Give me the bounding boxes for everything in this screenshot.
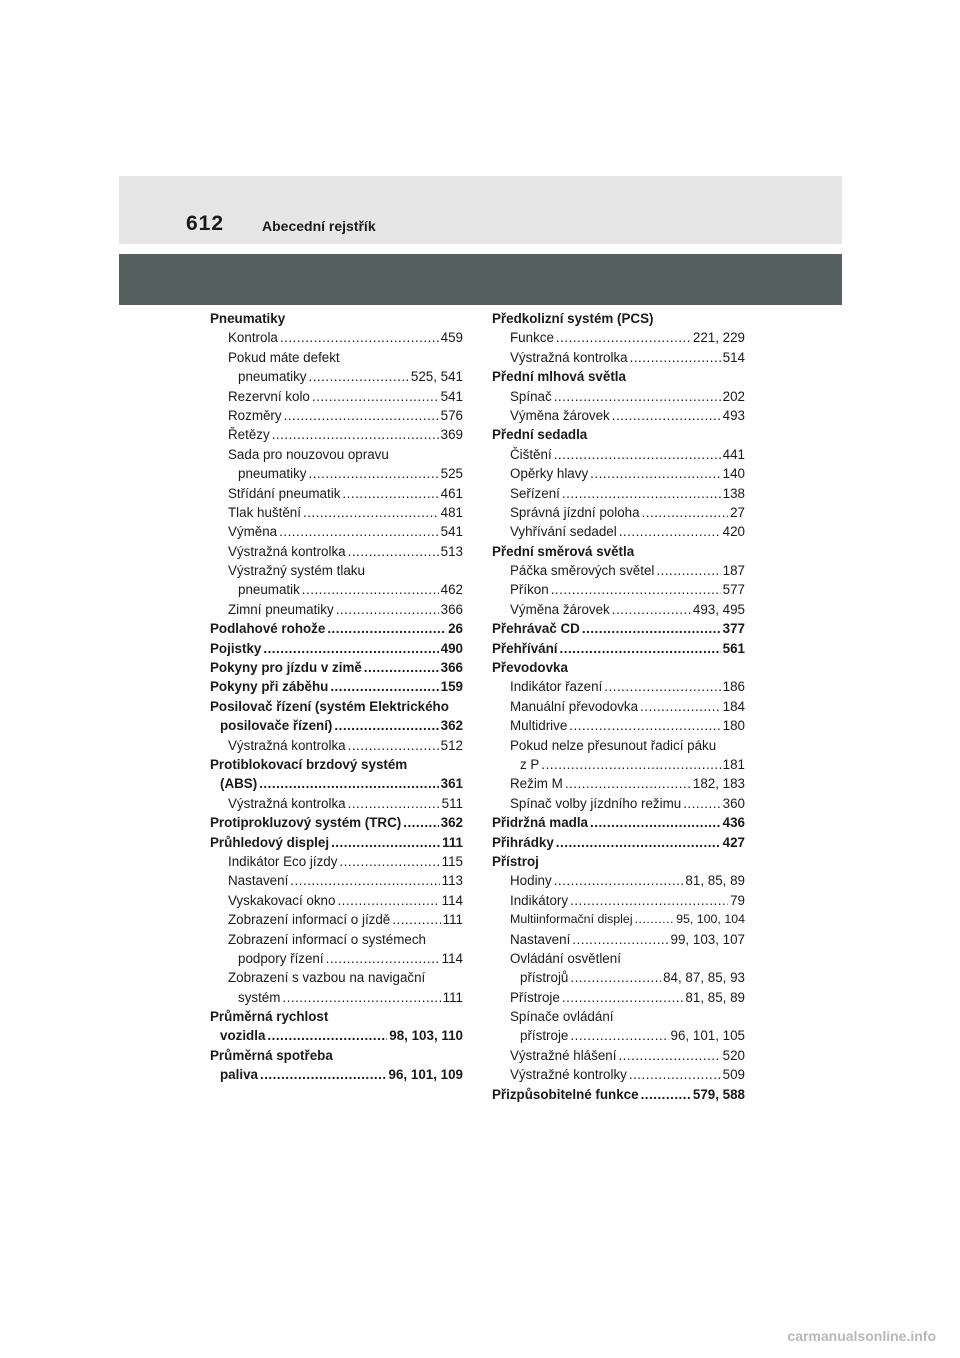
page-reference: 493 [722, 407, 745, 423]
dot-leader [308, 367, 408, 386]
page-reference: 140 [722, 466, 745, 482]
page-reference: 111 [442, 989, 463, 1005]
dot-leader [303, 503, 439, 522]
dot-leader [282, 988, 440, 1007]
dot-leader [330, 677, 438, 696]
index-term: přístrojů [520, 970, 569, 986]
index-entry [492, 658, 745, 677]
index-entry [210, 794, 463, 813]
index-entry [210, 813, 463, 832]
index-entry [492, 871, 745, 890]
dot-leader [326, 949, 440, 968]
index-entry [492, 367, 745, 386]
index-entry [210, 1046, 463, 1065]
index-term: Opěrky hlavy [510, 466, 589, 482]
dot-leader [259, 774, 438, 793]
index-term: Střídání pneumatik [228, 485, 341, 501]
index-entry [492, 309, 745, 328]
dot-leader [604, 677, 720, 696]
index-entry [492, 755, 745, 774]
index-term: Vyskakovací okno [228, 892, 336, 908]
index-entry [492, 677, 745, 696]
index-term: pneumatik [238, 582, 300, 598]
index-entry [492, 949, 745, 968]
index-entry [492, 968, 745, 987]
index-entry [210, 677, 463, 696]
index-entry [492, 503, 745, 522]
index-entry [210, 736, 463, 755]
page-reference: 115 [441, 853, 463, 869]
index-entry [210, 871, 463, 890]
index-entry [210, 503, 463, 522]
dot-leader [302, 580, 439, 599]
page-reference: 493, 495 [692, 601, 745, 617]
page-reference: 81, 85, 89 [685, 989, 745, 1005]
index-entry [210, 833, 463, 852]
page-reference: 579, 588 [692, 1086, 745, 1102]
index-term: přístroje [520, 1028, 569, 1044]
index-term: Průměrná rychlost [210, 1009, 329, 1025]
index-term: Správná jízdní poloha [510, 504, 640, 520]
index-entry [492, 445, 745, 464]
index-term: Přední směrová světla [492, 543, 635, 559]
dot-leader [312, 387, 439, 406]
page-reference: 182, 183 [692, 776, 745, 792]
header-bar [119, 176, 842, 244]
index-term: Podlahové rohože [210, 621, 326, 637]
index-entry [492, 1046, 745, 1065]
page-reference: 81, 85, 89 [685, 873, 745, 889]
index-term: Nastavení [228, 873, 289, 889]
index-term: Přední sedadla [492, 427, 588, 443]
dot-leader [339, 852, 439, 871]
index-term: Výstražné hlášení [510, 1047, 617, 1063]
page-reference: 111 [442, 834, 463, 850]
index-term: Výstražný systém tlaku [228, 563, 365, 579]
index-term: vozidla [220, 1028, 266, 1044]
index-entry [210, 716, 463, 735]
dot-leader [590, 813, 721, 832]
dot-leader [562, 484, 721, 503]
page-reference: 436 [722, 815, 745, 831]
dot-leader [582, 619, 721, 638]
index-term: Funkce [510, 330, 554, 346]
index-term: Posilovač řízení (systém Elektrického [210, 698, 449, 714]
dot-leader [331, 833, 440, 852]
index-entry [492, 328, 745, 347]
dot-leader [619, 522, 721, 541]
index-entry [492, 387, 745, 406]
page-reference: 180 [722, 718, 745, 734]
index-entry [210, 697, 463, 716]
page-reference: 509 [722, 1067, 745, 1083]
page-reference: 84, 87, 85, 93 [663, 970, 745, 986]
dot-leader [348, 542, 439, 561]
index-entry [492, 639, 745, 658]
index-term: Zimní pneumatiky [228, 601, 334, 617]
page-reference: 366 [440, 601, 463, 617]
index-term: Přizpůsobitelné funkce [492, 1086, 639, 1102]
dot-leader [641, 1085, 691, 1104]
dot-leader [618, 1046, 720, 1065]
dot-leader [570, 891, 728, 910]
index-entry [210, 387, 463, 406]
page-reference: 513 [440, 543, 463, 559]
dot-leader [308, 464, 438, 483]
page-reference: 525, 541 [410, 369, 463, 385]
index-term: Čištění [510, 446, 552, 462]
watermark: carmanualsonline.info [787, 1328, 936, 1344]
index-term: Ovládání osvětlení [510, 950, 621, 966]
index-term: Výměna žárovek [510, 407, 610, 423]
index-entry [492, 697, 745, 716]
dot-leader [342, 484, 438, 503]
page-reference: 96, 101, 109 [388, 1067, 463, 1083]
index-entry [210, 406, 463, 425]
page-reference: 541 [440, 524, 463, 540]
index-entry [210, 445, 463, 464]
index-term: Sada pro nouzovou opravu [228, 446, 389, 462]
page-reference: 420 [722, 524, 745, 540]
dot-leader [630, 348, 721, 367]
index-entry [492, 910, 745, 929]
index-entry [210, 949, 463, 968]
index-entry [492, 988, 745, 1007]
index-entry [210, 968, 463, 987]
index-term: Přehrávač CD [492, 621, 580, 637]
index-entry [210, 774, 463, 793]
index-term: pneumatiky [238, 466, 307, 482]
dot-leader [562, 988, 684, 1007]
dot-leader [635, 910, 675, 929]
page-reference: 99, 103, 107 [670, 931, 745, 947]
page-reference: 187 [722, 563, 745, 579]
page-reference: 96, 101, 105 [670, 1028, 745, 1044]
index-entry [492, 774, 745, 793]
page-reference: 511 [441, 795, 463, 811]
index-term: Pokyny pro jízdu v zimě [210, 660, 362, 676]
index-entry [492, 425, 745, 444]
index-entry [210, 484, 463, 503]
index-term: Výstražné kontrolky [510, 1067, 627, 1083]
index-term: z P [520, 756, 540, 772]
dot-leader [337, 891, 439, 910]
dot-leader [267, 1026, 387, 1045]
index-term: Rozměry [228, 407, 282, 423]
page-reference: 481 [440, 504, 463, 520]
page-reference: 27 [730, 504, 745, 520]
dot-leader [656, 561, 720, 580]
index-entry [492, 542, 745, 561]
index-entry [492, 891, 745, 910]
index-term: posilovače řízení) [220, 718, 333, 734]
dot-leader [284, 406, 439, 425]
page-reference: 512 [440, 737, 463, 753]
index-entry [492, 736, 745, 755]
index-term: Pojistky [210, 640, 262, 656]
index-term: Pneumatiky [210, 311, 286, 326]
index-entry [492, 794, 745, 813]
dot-leader [334, 716, 438, 735]
page-reference: 461 [440, 485, 463, 501]
index-entry [210, 328, 463, 347]
index-term: Vyhřívání sedadel [510, 524, 617, 540]
dot-leader [348, 736, 439, 755]
page-reference: 114 [441, 950, 463, 966]
page-reference: 79 [730, 892, 745, 908]
page-reference: 366 [440, 660, 463, 676]
index-term: Výměna [228, 524, 278, 540]
index-entry [210, 561, 463, 580]
index-entry [210, 658, 463, 677]
page-reference: 95, 100, 104 [676, 912, 745, 927]
index-term: Rezervní kolo [228, 388, 310, 404]
index-entry [210, 1007, 463, 1026]
index-term: Výstražná kontrolka [228, 737, 346, 753]
index-term: Řetězy [228, 427, 270, 443]
page-reference: 541 [440, 388, 463, 404]
page-reference: 577 [722, 582, 745, 598]
index-entry [210, 367, 463, 386]
dot-leader [565, 774, 691, 793]
index-entry [210, 425, 463, 444]
index-entry [210, 988, 463, 1007]
dot-leader [348, 794, 440, 813]
page-reference: 26 [448, 621, 463, 637]
index-column-left [210, 309, 463, 1085]
index-term: Seřízení [510, 485, 560, 501]
index-term: Výstražná kontrolka [510, 349, 628, 365]
index-term: Páčka směrových světel [510, 563, 655, 579]
page-reference: 181 [722, 756, 745, 772]
dot-leader [556, 833, 721, 852]
index-entry [492, 522, 745, 541]
dot-leader [554, 387, 721, 406]
index-term: Protiprokluzový systém (TRC) [210, 815, 402, 831]
index-entry [492, 600, 745, 619]
index-term: Průměrná spotřeba [210, 1047, 333, 1063]
index-entry [210, 755, 463, 774]
index-entry [210, 639, 463, 658]
index-term: Nastavení [510, 931, 571, 947]
index-term: Zobrazení informací o systémech [228, 931, 426, 947]
dot-leader [336, 600, 439, 619]
index-term: Přihrádky [492, 834, 554, 850]
index-term: Manuální převodovka [510, 698, 639, 714]
index-term: Režim M [510, 776, 563, 792]
page-reference: 361 [440, 776, 463, 792]
index-entry [210, 910, 463, 929]
page-reference: 184 [722, 698, 745, 714]
index-term: Kontrola [228, 330, 278, 346]
index-term: Spínač [510, 388, 552, 404]
index-column-right [492, 309, 745, 1104]
index-term: Přidržná madla [492, 815, 588, 831]
page-reference: 114 [441, 892, 463, 908]
header-dark-band [119, 254, 842, 305]
index-entry [210, 891, 463, 910]
index-entry [210, 930, 463, 949]
index-term: Spínače ovládání [510, 1009, 614, 1025]
dot-leader [392, 910, 440, 929]
page-reference: 221, 229 [692, 330, 745, 346]
page-reference: 186 [722, 679, 745, 695]
dot-leader [280, 328, 439, 347]
dot-leader [570, 968, 661, 987]
index-entry [492, 406, 745, 425]
page-reference: 98, 103, 110 [389, 1028, 463, 1044]
index-term: Indikátor řazení [510, 679, 603, 695]
page-reference: 360 [722, 795, 745, 811]
dot-leader [569, 716, 720, 735]
index-entry [210, 580, 463, 599]
dot-leader [272, 425, 439, 444]
index-term: Předkolizní systém (PCS) [492, 311, 654, 326]
index-entry [492, 1065, 745, 1084]
page-reference: 362 [440, 718, 463, 734]
page-reference: 113 [441, 873, 463, 889]
index-term: Pokud nelze přesunout řadicí páku [510, 737, 717, 753]
index-entry [492, 833, 745, 852]
index-term: paliva [220, 1067, 258, 1083]
index-term: Hodiny [510, 873, 552, 889]
index-term: Indikátor Eco jízdy [228, 853, 338, 869]
index-term: Multidrive [510, 718, 568, 734]
page-number: 612 [186, 212, 225, 235]
index-entry [492, 348, 745, 367]
index-term: Přístroj [492, 853, 539, 869]
page-reference: 427 [722, 834, 745, 850]
dot-leader [260, 1065, 387, 1084]
index-entry [492, 580, 745, 599]
index-term: Indikátory [510, 892, 569, 908]
index-entry [492, 1007, 745, 1026]
index-entry [210, 600, 463, 619]
dot-leader [683, 794, 720, 813]
page-reference: 520 [722, 1047, 745, 1063]
page-reference: 441 [722, 446, 745, 462]
index-term: Zobrazení s vazbou na navigační [228, 970, 426, 986]
dot-leader [560, 639, 721, 658]
dot-leader [327, 619, 446, 638]
dot-leader [642, 503, 729, 522]
index-entry [210, 348, 463, 367]
page-reference: 576 [440, 407, 463, 423]
dot-leader [640, 697, 721, 716]
page-reference: 459 [440, 330, 463, 346]
index-entry [210, 309, 463, 328]
dot-leader [551, 580, 721, 599]
index-entry [492, 813, 745, 832]
index-entry [492, 930, 745, 949]
dot-leader [263, 639, 438, 658]
page-reference: 514 [722, 349, 745, 365]
index-term: Výstražná kontrolka [228, 795, 346, 811]
dot-leader [570, 1026, 668, 1045]
index-term: Multiinformační displej [510, 912, 633, 927]
dot-leader [590, 464, 721, 483]
page-reference: 462 [440, 582, 463, 598]
dot-leader [612, 600, 691, 619]
dot-leader [612, 406, 721, 425]
index-entry [492, 484, 745, 503]
dot-leader [403, 813, 438, 832]
page-reference: 490 [440, 640, 463, 656]
index-term: Pokud máte defekt [228, 349, 340, 365]
page-reference: 138 [722, 485, 745, 501]
index-term: pneumatiky [238, 369, 307, 385]
page-reference: 561 [722, 640, 745, 656]
index-entry [210, 542, 463, 561]
index-entry [492, 1026, 745, 1045]
dot-leader [364, 658, 439, 677]
index-term: Výměna žárovek [510, 601, 610, 617]
page-reference: 202 [722, 388, 745, 404]
dot-leader [572, 930, 668, 949]
index-entry [210, 522, 463, 541]
index-term: podpory řízení [238, 950, 324, 966]
index-entry [492, 619, 745, 638]
index-entry [492, 716, 745, 735]
index-entry [210, 1065, 463, 1084]
index-entry [492, 1085, 745, 1104]
index-term: Výstražná kontrolka [228, 543, 346, 559]
index-entry [492, 464, 745, 483]
dot-leader [556, 328, 691, 347]
index-term: (ABS) [220, 776, 258, 792]
page-reference: 159 [440, 679, 463, 695]
index-term: Tlak huštění [228, 504, 301, 520]
section-title: Abecední rejstřík [262, 218, 376, 234]
index-term: Průhledový displej [210, 834, 330, 850]
index-entry [210, 1026, 463, 1045]
index-term: Spínač volby jízdního režimu [510, 795, 682, 811]
index-term: Zobrazení informací o jízdě [228, 912, 391, 928]
index-entry [210, 619, 463, 638]
index-term: Protiblokovací brzdový systém [210, 756, 408, 772]
index-entry [210, 852, 463, 871]
dot-leader [629, 1065, 721, 1084]
index-term: Přední mlhová světla [492, 369, 626, 385]
dot-leader [541, 755, 720, 774]
index-entry [210, 464, 463, 483]
index-term: Přístroje [510, 989, 560, 1005]
index-entry [492, 852, 745, 871]
page-reference: 525 [440, 466, 463, 482]
dot-leader [279, 522, 439, 541]
dot-leader [554, 871, 684, 890]
page-reference: 369 [440, 427, 463, 443]
dot-leader [554, 445, 721, 464]
index-term: Převodovka [492, 660, 568, 676]
page-reference: 377 [722, 621, 745, 637]
index-term: Pokyny při záběhu [210, 679, 329, 695]
index-term: systém [238, 989, 281, 1005]
index-term: Přehřívání [492, 640, 558, 656]
dot-leader [290, 871, 439, 890]
page-reference: 111 [442, 912, 463, 928]
index-entry [492, 561, 745, 580]
page-reference: 362 [440, 815, 463, 831]
index-term: Příkon [510, 582, 549, 598]
